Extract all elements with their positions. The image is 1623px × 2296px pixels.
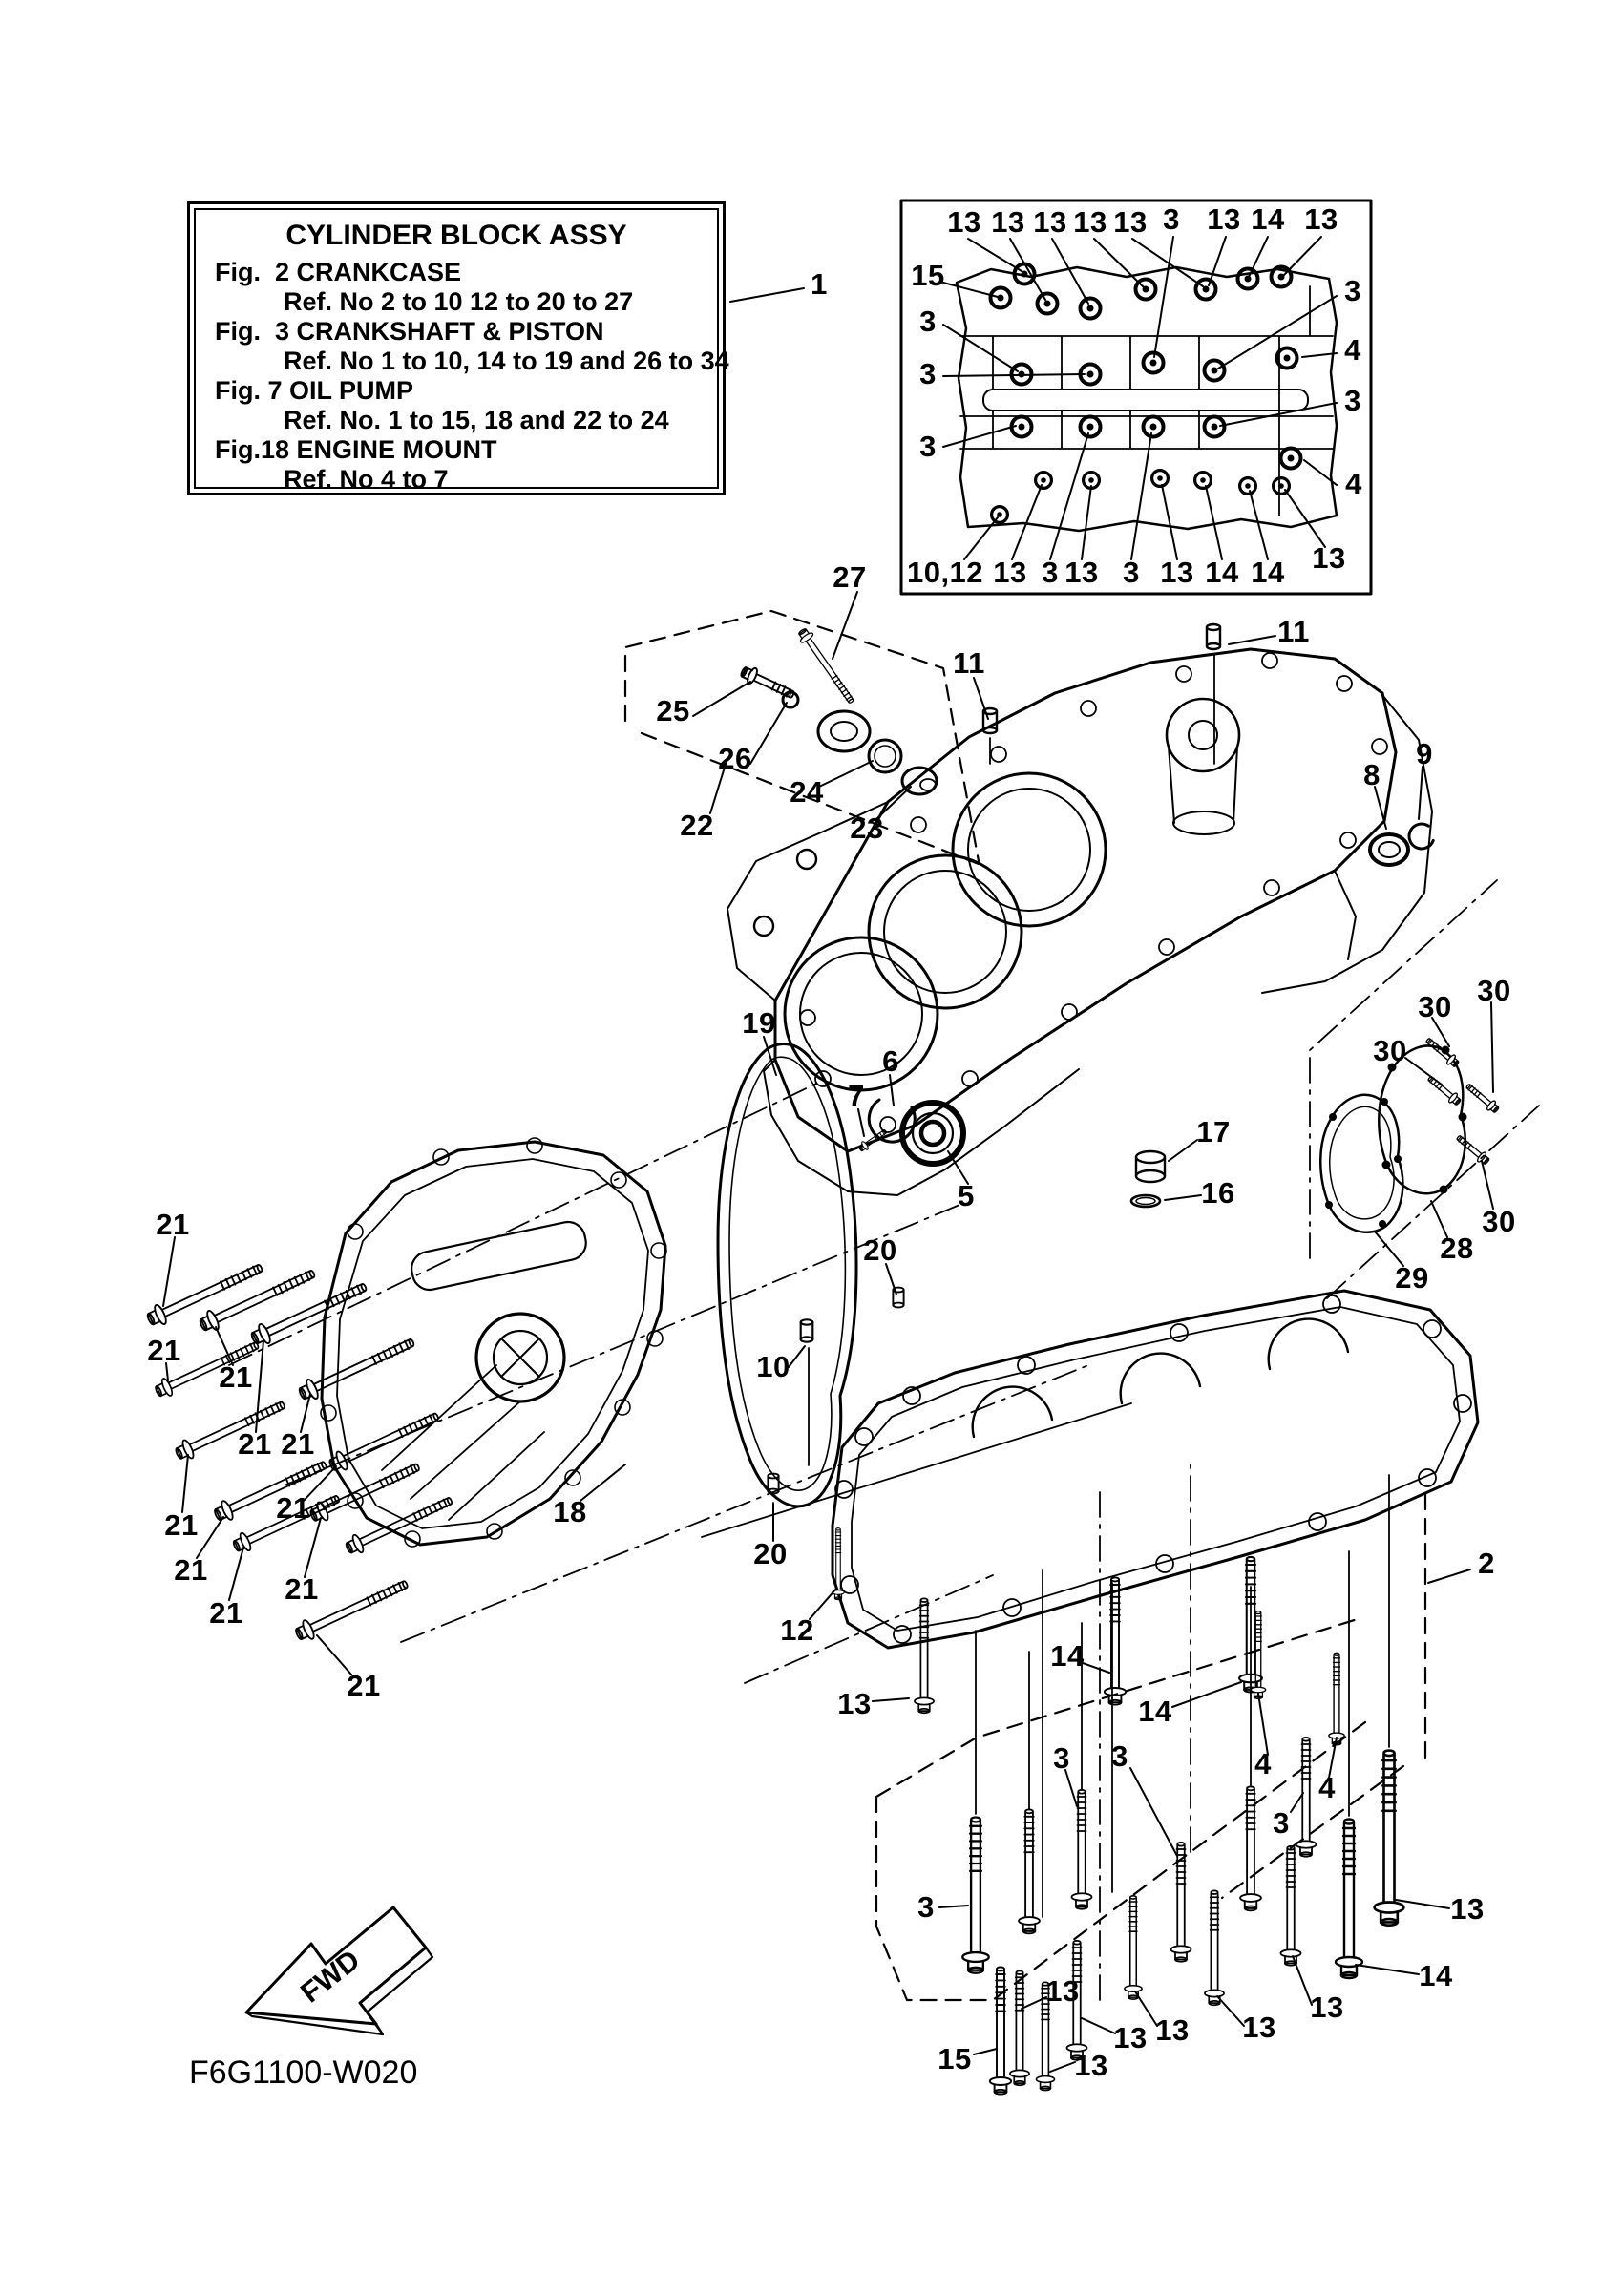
inset-crankcase-view <box>901 200 1371 594</box>
inset-bolt-heads <box>991 264 1301 523</box>
callout-label: 21 <box>281 1427 315 1461</box>
callout-label: 20 <box>753 1537 788 1570</box>
callout-label: 21 <box>209 1596 243 1630</box>
callout-label: 22 <box>680 809 714 842</box>
callout-label: 13 <box>1160 556 1194 589</box>
callout-label: 13 <box>1310 1991 1344 2024</box>
callout-label: 3 <box>919 357 937 390</box>
callout-label: 13 <box>1064 556 1099 589</box>
callout-label: 13 <box>1113 205 1148 239</box>
callout-label: 4 <box>1254 1747 1272 1780</box>
anode-plug-parts <box>739 626 937 794</box>
info-box-inner <box>194 208 729 494</box>
callout-label: 13 <box>1033 205 1067 239</box>
callout-label: 13 <box>1073 205 1107 239</box>
callout-label: 25 <box>656 694 690 727</box>
callout-label: 3 <box>917 1890 935 1924</box>
callout-label: 8 <box>1363 758 1381 791</box>
callout-label: 13 <box>1045 1974 1080 2008</box>
callout-label: 13 <box>1304 202 1338 236</box>
phantom-dash-dot-lines <box>229 880 1539 2000</box>
callout-label: 13 <box>1113 2021 1148 2054</box>
callout-label: 23 <box>850 811 884 845</box>
callout-label: 14 <box>1251 202 1285 236</box>
bearing-seal-parts <box>857 1100 963 1164</box>
cover-gasket <box>718 1043 856 1506</box>
callout-label: 21 <box>238 1427 272 1461</box>
callout-label: 18 <box>553 1495 587 1528</box>
callout-label: 15 <box>911 259 945 292</box>
callout-label: 30 <box>1418 990 1452 1023</box>
phantom-dashed-lines <box>625 611 1425 2000</box>
callout-label: 3 <box>1111 1739 1128 1773</box>
callout-label: 1 <box>811 267 828 301</box>
info-box-title: CYLINDER BLOCK ASSY <box>285 220 627 251</box>
callout-label: 21 <box>347 1669 381 1702</box>
callout-label: 4 <box>1344 333 1361 367</box>
callout-label: 5 <box>958 1179 975 1212</box>
info-box <box>187 201 729 495</box>
info-ref-line: Ref. No 1 to 10, 14 to 19 and 26 to 34 <box>284 347 729 375</box>
callout-label: 3 <box>919 305 937 338</box>
callout-label: 3 <box>1163 202 1180 236</box>
callout-label: 13 <box>991 205 1025 239</box>
cover-bolts-21 <box>144 1258 454 1644</box>
callout-label: 14 <box>1205 556 1239 589</box>
info-ref-line: Ref. No. 1 to 15, 18 and 22 to 24 <box>284 406 669 434</box>
callout-label: 11 <box>953 646 985 680</box>
callout-label: 30 <box>1482 1205 1516 1238</box>
callout-label: 3 <box>919 430 937 463</box>
callout-label: 4 <box>1345 467 1362 500</box>
callout-label: 13 <box>947 205 981 239</box>
lower-crankcase <box>833 1291 1478 1648</box>
info-ref-line: Ref. No 4 to 7 <box>284 465 449 494</box>
plug-and-oring <box>1131 1151 1165 1207</box>
drawing-code: F6G1100-W020 <box>189 2054 418 2091</box>
callout-label: 13 <box>1155 2013 1190 2047</box>
callout-label: 4 <box>1318 1771 1336 1804</box>
info-ref-line: Ref. No 2 to 10 12 to 20 to 27 <box>284 287 634 316</box>
callout-label: 10 <box>756 1350 790 1383</box>
callout-label: 26 <box>718 742 752 775</box>
callout-label: 7 <box>848 1079 865 1112</box>
callout-label: 11 <box>1277 615 1310 648</box>
callout-label: 21 <box>174 1553 208 1587</box>
callout-label: 3 <box>1123 556 1140 589</box>
callout-label: 3 <box>1273 1806 1290 1840</box>
callout-label: 3 <box>1344 274 1361 307</box>
callout-label: 21 <box>147 1334 181 1367</box>
callout-label: 3 <box>1344 384 1361 417</box>
callout-label: 30 <box>1477 974 1511 1007</box>
callout-label: 30 <box>1373 1034 1407 1067</box>
callout-label: 16 <box>1201 1176 1235 1210</box>
callout-label: 21 <box>164 1508 199 1542</box>
callout-label: 21 <box>156 1208 190 1241</box>
crankcase-cover <box>321 1138 666 1547</box>
main-bolts <box>833 1528 1404 2095</box>
callout-label: 24 <box>790 775 824 809</box>
callout-label: 21 <box>219 1360 253 1394</box>
fwd-arrow <box>246 1907 432 2034</box>
callout-label: 10,12 <box>906 556 984 589</box>
callout-label: 19 <box>742 1006 776 1040</box>
callout-label: 3 <box>1053 1741 1070 1775</box>
callout-label: 21 <box>285 1572 319 1606</box>
info-fig-line: Fig.18 ENGINE MOUNT <box>215 435 497 464</box>
callout-label: 2 <box>1478 1547 1495 1580</box>
callout-label: 13 <box>1450 1892 1485 1926</box>
info-fig-line: Fig. 2 CRANKCASE <box>215 258 462 286</box>
callout-label: 13 <box>837 1687 872 1720</box>
guide-lines <box>702 655 1389 1917</box>
fwd-arrow-label: FWD <box>295 1944 367 2010</box>
callout-label: 12 <box>780 1613 814 1647</box>
callout-label: 3 <box>1042 556 1059 589</box>
callout-label: 13 <box>1207 202 1241 236</box>
callout-label: 6 <box>882 1044 899 1078</box>
callout-label: 28 <box>1440 1232 1474 1265</box>
info-fig-line: Fig. 7 OIL PUMP <box>215 376 414 405</box>
end-cover-group <box>1320 1036 1501 1232</box>
callout-label: 13 <box>993 556 1027 589</box>
callout-label: 14 <box>1138 1695 1172 1728</box>
callout-label: 17 <box>1196 1115 1231 1148</box>
callout-label: 13 <box>1074 2049 1108 2082</box>
callout-label: 14 <box>1050 1639 1085 1673</box>
cylinder-block <box>727 649 1432 1195</box>
callout-label: 15 <box>938 2042 972 2075</box>
callout-label: 21 <box>276 1491 310 1525</box>
callout-label: 20 <box>863 1233 897 1267</box>
callout-label: 29 <box>1395 1261 1429 1295</box>
callout-label: 13 <box>1242 2011 1276 2044</box>
info-fig-line: Fig. 3 CRANKSHAFT & PISTON <box>215 317 604 346</box>
callout-label: 13 <box>1312 541 1346 575</box>
callout-label: 14 <box>1251 556 1285 589</box>
cylinder-bores <box>785 773 1106 1090</box>
callout-label: 27 <box>833 560 867 594</box>
info-lines <box>196 258 729 495</box>
callout-label: 9 <box>1416 737 1433 770</box>
callout-label: 14 <box>1419 1959 1453 1992</box>
